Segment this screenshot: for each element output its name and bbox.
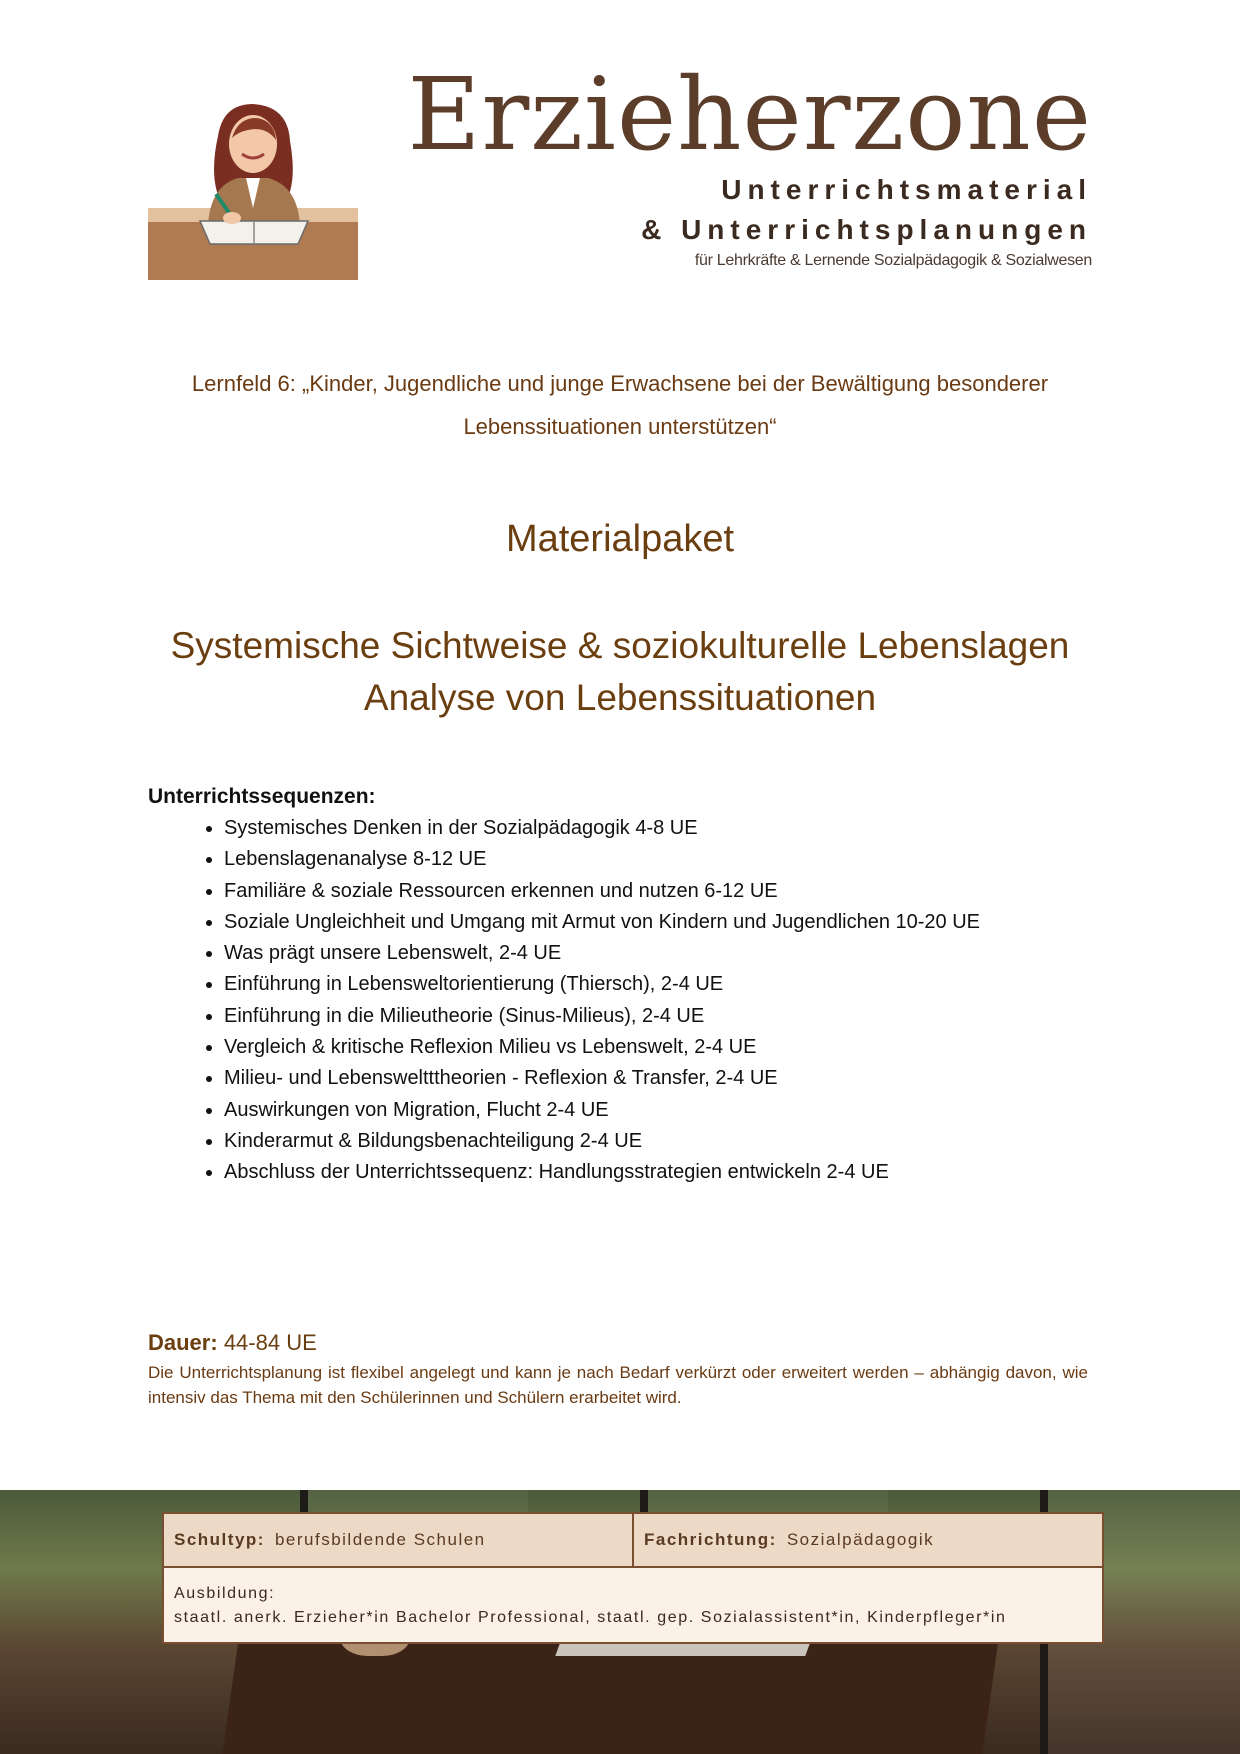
list-item: • Soziale Ungleichheit und Umgang mit Armut von Kindern und Jugendlichen 10-20 UE [224,907,1108,938]
list-item: • Einführung in Lebensweltorientierung (Thiersch), 2-4 UE [224,969,1108,1000]
ausbildung-label: Ausbildung: [174,1585,276,1602]
sequence-title: Unterrichtssequenzen: [148,785,376,808]
dauer-section [148,1330,1088,1410]
topic-heading [140,620,1100,724]
dauer-line [148,1330,1088,1356]
teacher-illustration [148,96,358,280]
dauer-value: 44-84 UE [223,1330,317,1355]
topic-heading-line-2: Analyse von Lebenssituationen [363,677,877,718]
list-item: • Einführung in die Milieutheorie (Sinus-Milieus), 2-4 UE [224,1001,1108,1032]
list-item: • Was prägt unsere Lebenswelt, 2-4 UE [224,938,1108,969]
lernfeld-title [140,362,1100,448]
sequence-section [148,785,1108,1189]
dauer-description: Die Unterrichtsplanung ist flexibel angelegt und kann je nach Bedarf verkürzt oder erweitert werden – abhängig davon, wie intensiv das Thema mit den Schülerinnen und Schülern erarbeitet wird. [148,1363,1088,1407]
schultyp-cell [164,1514,632,1566]
materialpaket-heading: Materialpaket [505,518,735,560]
list-item: • Lebenslagenanalyse 8-12 UE [224,844,1108,875]
desk [222,1640,999,1754]
list-item: • Kinderarmut & Bildungsbenachteiligung 2-4 UE [224,1126,1108,1157]
ausbildung-cell [164,1568,1102,1630]
fachrichtung-label: Fachrichtung: [644,1530,777,1549]
brand-subtitle-1: Unterrichtsmaterial [721,174,1092,205]
lernfeld-line-1: Lernfeld 6: „Kinder, Jugendliche und junge Erwachsene bei der Bewältigung besonderer [191,371,1049,396]
list-item: • Vergleich & kritische Reflexion Milieu vs Lebenswelt, 2-4 UE [224,1032,1108,1063]
list-item: • Systemisches Denken in der Sozialpädagogik 4-8 UE [224,813,1108,844]
info-row-top [164,1514,1102,1568]
sequence-list [148,813,1108,1189]
brand-block [407,56,1092,270]
brand-title: Erzieherzone [407,56,1092,173]
fachrichtung-cell [632,1514,1102,1566]
list-item: • Milieu- und Lebensweltttheorien - Reflexion & Transfer, 2-4 UE [224,1063,1108,1094]
list-item: • Auswirkungen von Migration, Flucht 2-4 UE [224,1095,1108,1126]
info-box [162,1512,1104,1644]
footer-photo [0,1490,1240,1754]
schultyp-value: berufsbildende Schulen [274,1530,486,1549]
fachrichtung-value: Sozialpädagogik [786,1530,935,1549]
list-item: • Familiäre & soziale Ressourcen erkennen und nutzen 6-12 UE [224,876,1108,907]
brand-tagline: für Lehrkräfte & Lernende Sozialpädagogik & Sozialwesen [694,252,1092,269]
dauer-label: Dauer: [148,1330,218,1355]
lernfeld-line-2: Lebenssituationen unterstützen“ [463,414,777,439]
brand-subtitle-2: & Unterrichtsplanungen [641,214,1092,245]
list-item: • Abschluss der Unterrichtssequenz: Handlungsstrategien entwickeln 2-4 UE [224,1157,1108,1188]
topic-heading-line-1: Systemische Sichtweise & soziokulturelle Lebenslagen [170,625,1070,666]
schultyp-label: Schultyp: [174,1530,265,1549]
ausbildung-value: staatl. anerk. Erzieher*in Bachelor Professional, staatl. gep. Sozialassistent*in, Kinderpfleger*in [174,1609,1007,1626]
